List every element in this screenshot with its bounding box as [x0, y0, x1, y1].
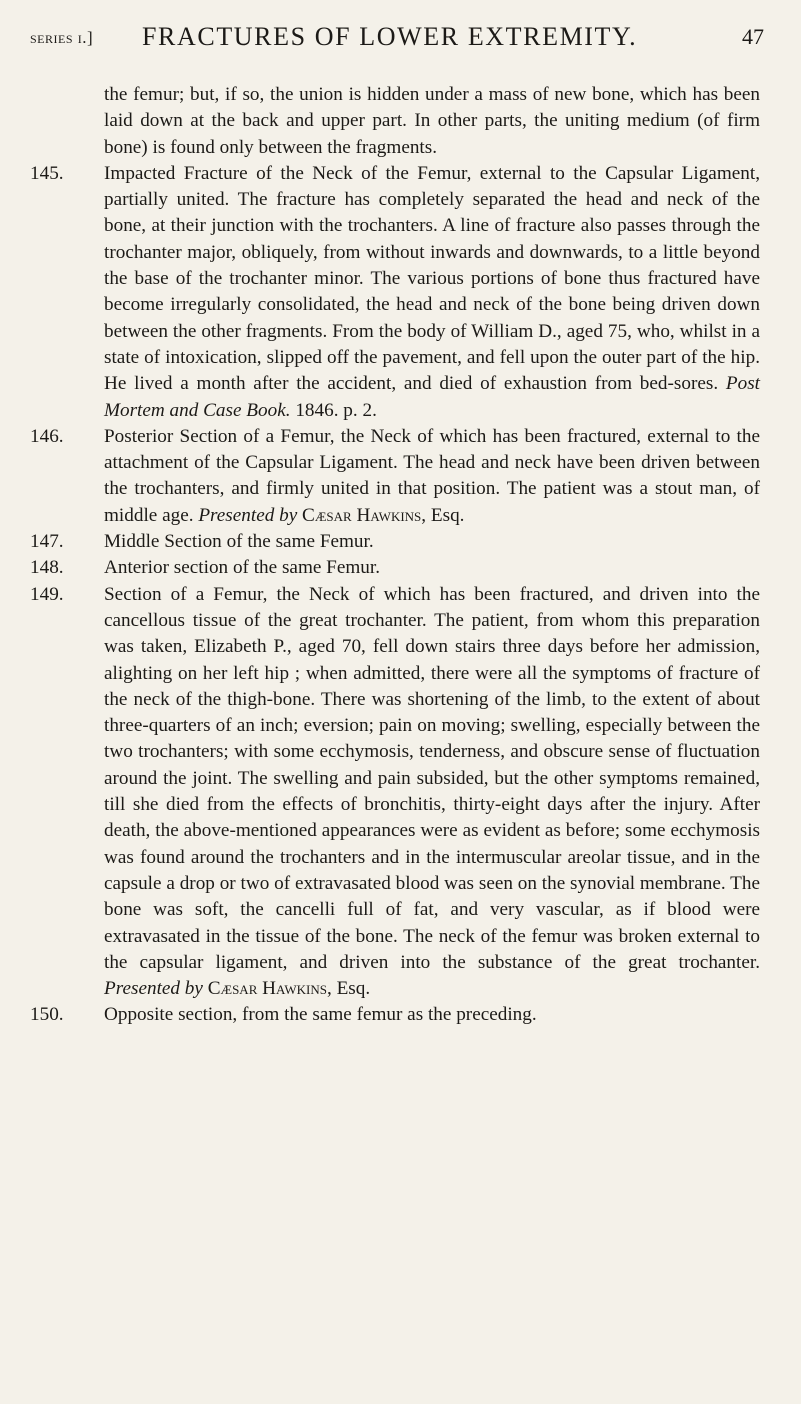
entry-presented-by: Presented by	[104, 978, 203, 1000]
entry-number: 145.	[30, 162, 64, 184]
entry-148	[30, 555, 760, 581]
series-label: series i.]	[30, 28, 94, 47]
entry-text: Posterior Section of a Femur, the Neck of which has been fractured, external to the attachment of the Capsular Ligament. The head and neck have been driven between the trochanters, and firmly united in that position. The patient was a stout man, of middle age.	[104, 425, 760, 526]
entry-donor: Cæsar Hawkins,	[302, 504, 427, 526]
entry-text: Opposite section, from the same femur as the preceding.	[104, 1004, 537, 1026]
entry-source-italic: Post Mortem and Case Book.	[104, 373, 761, 421]
entry-text: Section of a Femur, the Neck of which has been fractured, and driven into the cancellous tissue of the great trochanter. The patient, from whom this preparation was taken, Elizabeth P., aged 70, fell down stairs three days before her admission, alighting on her left hip ; when admitted, there were all the symptoms of fracture of the neck of the thigh-bone. There was shortening of the limb, to the extent of about three-quarters of an inch; eversion; pain on moving; swelling, especially between the two trochanters; with some ecchymosis, tenderness, and obscure sense of fluctuation around the joint. The swelling and pain subsided, but the other symptoms remained, till she died from the effects of bronchitis, thirty-eight days after the injury. After death, the above-mentioned appearances were as evident as before; some ecchymosis was found around the trochanters and in the intermuscular areolar tissue, and in the capsule a drop or two of extravasated blood was seen on the synovial membrane. The bone was soft, the cancelli full of fat, and very vascular, as if blood were extravasated in the tissue of the bone. The neck of the femur was broken external to the capsular ligament, and driven into the substance of the great trochanter.	[104, 583, 760, 973]
entry-number: 148.	[30, 557, 64, 579]
entry-text: Middle Section of the same Femur.	[104, 531, 374, 553]
entry-text: the femur; but, if so, the union is hidden under a mass of new bone, which has been laid down at the back and upper part. In other parts, the uniting medium (of firm bone) is found only between the fragments.	[104, 84, 760, 158]
entry-149	[30, 582, 760, 1003]
page-number: 47	[742, 24, 764, 49]
entry-text: Impacted Fracture of the Neck of the Femur, external to the Capsular Ligament, partially united. The fracture has completely separated the head and neck of the bone, at their junction with the trochanters. A line of fracture also passes through the trochanter major, obliquely, from without inwards and downwards, to a little beyond the base of the trochanter minor. The various portions of bone thus fractured have become irregularly consolidated, the head and neck of the bone being driven down between the other fragments. From the body of William D., aged 75, who, whilst in a state of intoxication, slipped off the pavement, and fell upon the outer part of the hip. He lived a month after the accident, and died of exhaustion from bed-sores.	[104, 162, 760, 395]
entry-presented-by: Presented by	[198, 504, 298, 526]
entry-146	[30, 424, 760, 529]
entry-150	[30, 1002, 760, 1028]
running-head	[30, 22, 770, 58]
entry-number: 147.	[30, 531, 64, 553]
entry-number: 149.	[30, 583, 64, 605]
entry-tail: Esq.	[426, 504, 465, 526]
entry-147	[30, 529, 760, 555]
entry-145	[30, 161, 760, 424]
catalogue-entries	[30, 82, 760, 1029]
entry-number: 146.	[30, 425, 64, 447]
entry-tail: Esq.	[331, 978, 371, 1000]
entry-donor: Cæsar Hawkins,	[207, 978, 332, 1000]
entry-text: Anterior section of the same Femur.	[104, 557, 381, 579]
entry-number: 150.	[30, 1004, 64, 1026]
entry-tail: 1846. p. 2.	[290, 399, 377, 421]
entry-continuation	[30, 82, 760, 161]
page-title: FRACTURES OF LOWER EXTREMITY.	[142, 22, 638, 51]
